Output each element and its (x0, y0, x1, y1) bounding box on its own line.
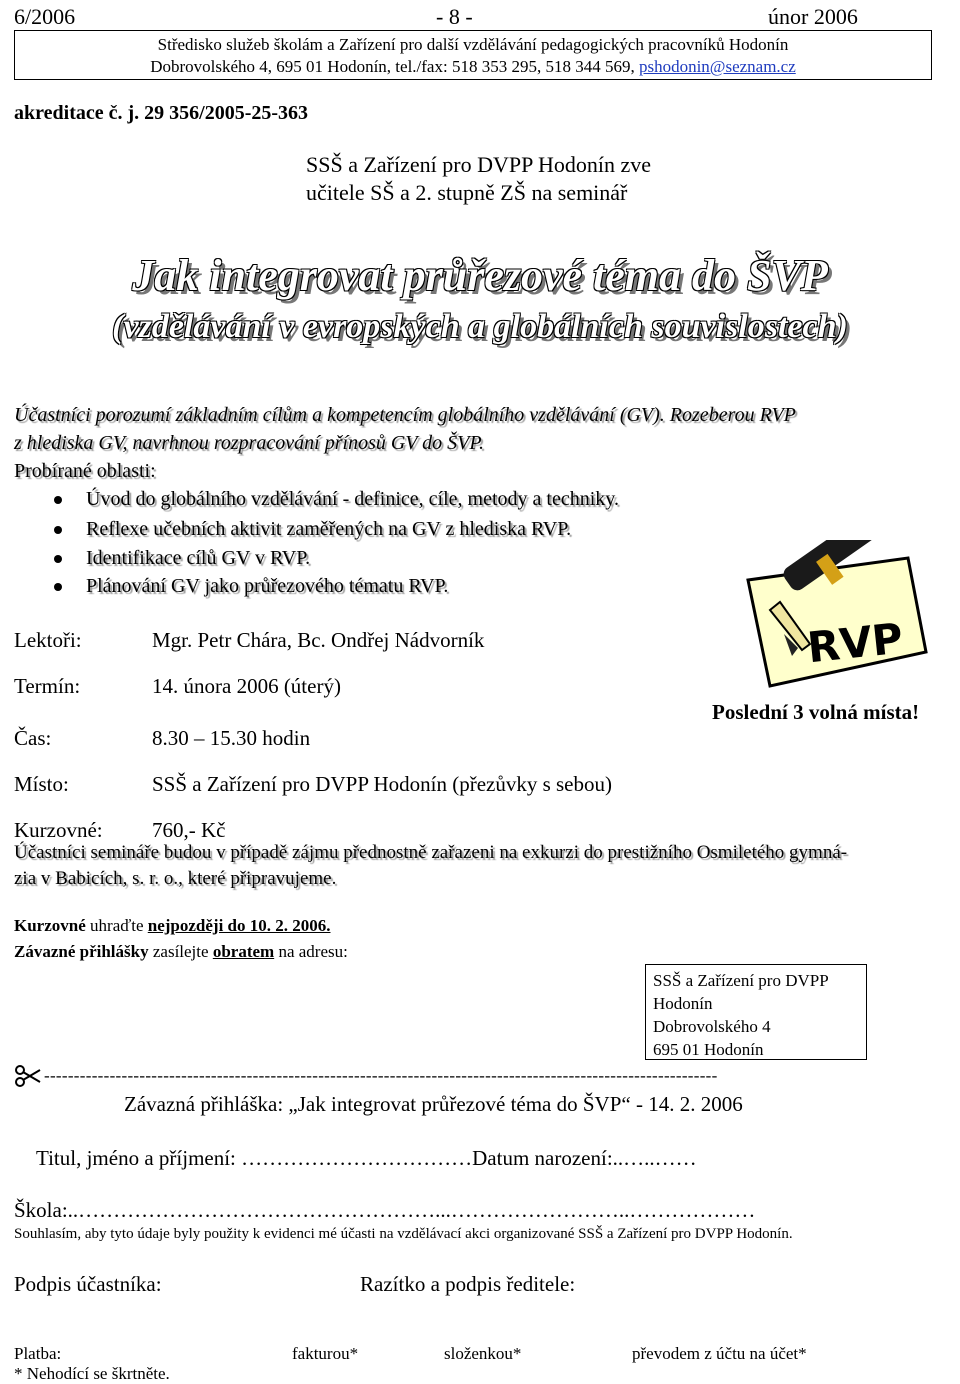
registration-bold: Závazné přihlášky (14, 942, 149, 961)
scissors-icon (14, 1064, 42, 1088)
payment-option-postal[interactable]: složenkou* (444, 1344, 522, 1363)
lecturers-label: Lektoři: (14, 628, 82, 652)
organization-name: Středisko služeb školám a Zařízení pro další vzdělávání pedagogických pracovníků Hodonín (157, 35, 789, 54)
registration-promptly: obratem (212, 942, 275, 961)
address-line: Hodonín (653, 994, 713, 1013)
issue-month: únor 2006 (768, 4, 858, 29)
page-number: - 8 - (436, 4, 473, 29)
name-field[interactable]: Titul, jméno a příjmení: ……………………………Datum narození:..…..…… (36, 1146, 697, 1170)
lecturers-value: Mgr. Petr Chára, Bc. Ondřej Nádvorník (152, 628, 485, 652)
excursion-line-1: Účastníci semináře budou v případě zájmu přednostně zařazeni na exkurzi do prestižního Osmiletého gymná- (14, 842, 848, 863)
payment-bold: Kurzovné (14, 916, 86, 935)
excursion-line-2: zia v Babicích, s. r. o., které připravujeme. (14, 868, 337, 889)
school-field[interactable]: Škola:..……………………………………………...……………………..……………… (14, 1198, 756, 1222)
seminar-title: Jak integrovat průřezové téma do ŠVP (132, 251, 828, 300)
registration-text-end: na adresu: (274, 942, 348, 961)
mailing-address (645, 964, 867, 1060)
bullet-icon (54, 555, 62, 563)
director-signature-label: Razítko a podpis ředitele: (360, 1272, 576, 1296)
topic-text: Identifikace cílů GV v RVP. (86, 547, 311, 569)
payment-text: uhraďte (85, 916, 148, 935)
topic-item (54, 575, 448, 598)
place-label: Místo: (14, 772, 69, 796)
time-value: 8.30 – 15.30 hodin (152, 726, 311, 750)
organization-box (14, 30, 932, 80)
organization-contact (15, 56, 931, 78)
bullet-icon (54, 583, 62, 591)
email-link[interactable]: pshodonin@seznam.cz (638, 57, 796, 76)
invitation-line-2: učitele SŠ a 2. stupně ZŠ na seminář (306, 180, 628, 205)
topic-text: Plánování GV jako průřezového tématu RVP. (86, 575, 449, 597)
topic-text: Reflexe učebních aktivit zaměřených na GV z hlediska RVP. (86, 518, 572, 540)
place-value: SSŠ a Zařízení pro DVPP Hodonín (přezůvky s sebou) (152, 772, 613, 796)
address-line: 695 01 Hodonín (653, 1040, 764, 1059)
payment-deadline-date: nejpozději do 10. 2. 2006. (147, 916, 331, 935)
time-label: Čas: (14, 726, 52, 750)
bullet-icon (54, 496, 62, 504)
issue-date: 6/2006 (14, 4, 76, 29)
logo-text: RVP (804, 613, 906, 673)
pen-and-paper-icon (740, 540, 940, 690)
registration-text: zasílejte (148, 942, 213, 961)
topic-item (54, 547, 310, 570)
topic-text: Úvod do globálního vzdělávání - definice, cíle, metody a techniky. (86, 488, 619, 510)
footnote: * Nehodící se škrtněte. (14, 1364, 170, 1383)
organization-address: Dobrovolského 4, 695 01 Hodonín, tel./fax: 518 353 295, 518 344 569, (150, 57, 639, 76)
topic-item (54, 518, 571, 541)
consent-text: Souhlasím, aby tyto údaje byly použity k evidenci mé účasti na vzdělávací akci organizované SSŠ a Zařízení pro DVPP Hodonín. (14, 1226, 793, 1242)
cut-line: ----------------------------------------------------------------------------------------------------------------- (44, 1066, 718, 1085)
last-seats-notice: Poslední 3 volná místa! (712, 700, 920, 724)
accreditation-number: akreditace č. j. 29 356/2005-25-363 (14, 102, 309, 124)
date-label: Termín: (14, 674, 81, 698)
payment-option-invoice[interactable]: fakturou* (292, 1344, 359, 1363)
date-value: 14. února 2006 (úterý) (152, 674, 341, 698)
address-line: Dobrovolského 4 (653, 1017, 771, 1036)
registration-instructions (14, 942, 348, 962)
fee-label: Kurzovné: (14, 818, 103, 842)
description-line-2: z hlediska GV, navrhnou rozpracování přínosů GV do ŠVP. (14, 432, 485, 454)
description-line-1: Účastníci porozumí základním cílům a kompetencím globálního vzdělávání (GV). Rozeberou RVP (14, 404, 796, 426)
address-line: SSŠ a Zařízení pro DVPP (653, 971, 829, 990)
topics-heading: Probírané oblasti: (14, 460, 156, 482)
payment-deadline (14, 916, 331, 936)
payment-method-label: Platba: (14, 1344, 62, 1363)
invitation-line-1: SSŠ a Zařízení pro DVPP Hodonín zve (306, 152, 652, 177)
seminar-subtitle: (vzdělávání v evropských a globálních souvislostech) (112, 308, 848, 345)
topic-item (54, 488, 619, 511)
form-heading: Závazná přihláška: „Jak integrovat průřezové téma do ŠVP“ - 14. 2. 2006 (124, 1092, 743, 1116)
participant-signature-label: Podpis účastníka: (14, 1272, 162, 1296)
bullet-icon (54, 526, 62, 534)
fee-value: 760,- Kč (152, 818, 226, 842)
payment-option-transfer[interactable]: převodem z účtu na účet* (632, 1344, 807, 1363)
